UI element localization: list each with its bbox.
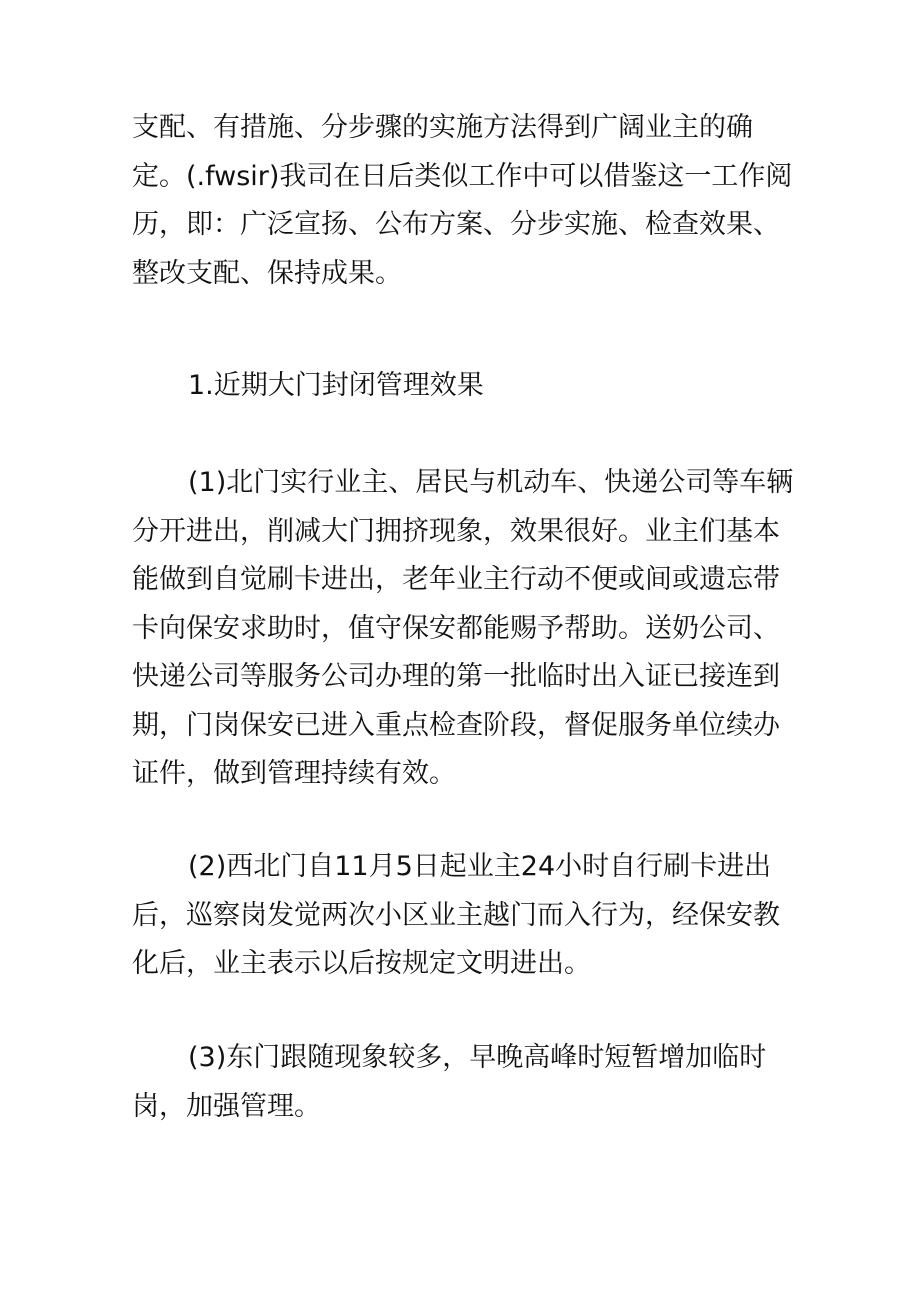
section-heading: 1.近期大门封闭管理效果 (188, 370, 484, 401)
item-1-paragraph: (1)北门实行业主、居民与机动车、快递公司等车辆分开进出，削减大门拥挤现象，效果很好。业主们基本能做到自觉刷卡进出，老年业主行动不便或间或遗忘带卡向保安求助时，值守保安都能赐予帮助。送奶公司、快递公司等服务公司办理的第一批临时出入证已接连到期，门岗保安已进入重点检查阶段，督促服务单位续办证件，做到管理持续有效。 (132, 467, 794, 789)
item-2-paragraph: (2)西北门自11月5日起业主24小时自行刷卡进出后，巡察岗发觉两次小区业主越门而入行为，经保安教化后，业主表示以后按规定文明进出。 (132, 851, 780, 979)
item-3-paragraph: (3)东门跟随现象较多，早晚高峰时短暂增加临时岗，加强管理。 (132, 1042, 767, 1122)
intro-paragraph: 支配、有措施、分步骤的实施方法得到广阔业主的确定。(.fwsir)我司在日后类似工作中可以借鉴这一工作阅历，即：广泛宣扬、公布方案、分步实施、检查效果、整改支配、保持成果。 (132, 112, 793, 289)
